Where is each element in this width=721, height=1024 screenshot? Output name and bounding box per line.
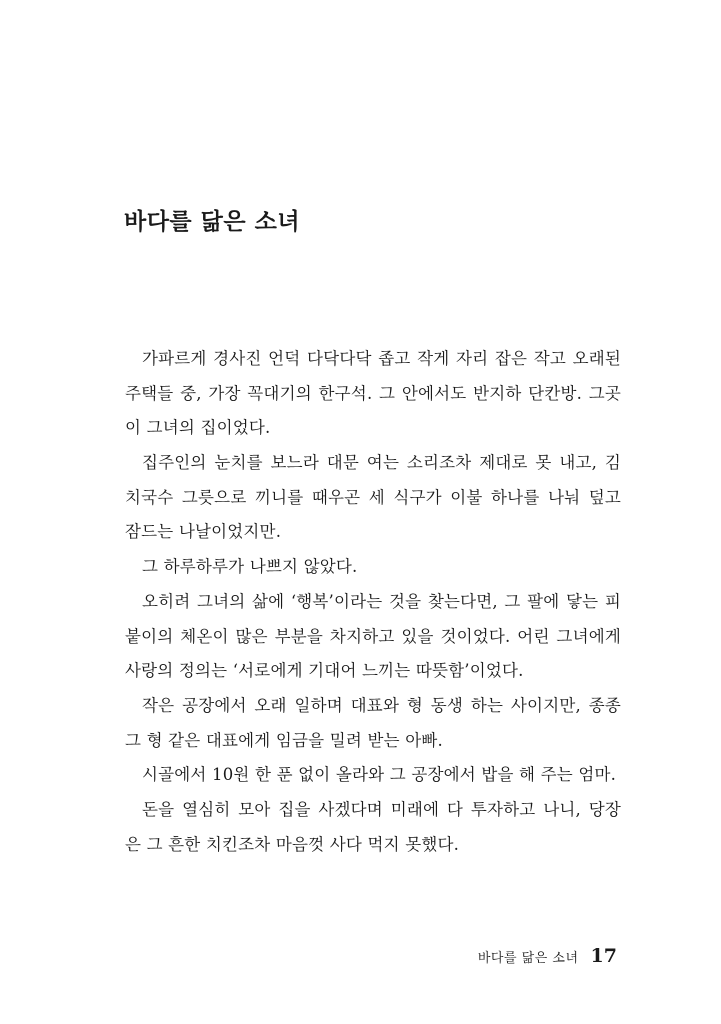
body-line: 붙이의 체온이 많은 부분을 차지하고 있을 것이었다. 어린 그녀에게 bbox=[125, 626, 621, 646]
body-line: 그 형 같은 대표에게 임금을 밀려 받는 아빠. bbox=[125, 730, 443, 750]
page-footer bbox=[478, 945, 617, 967]
body-line: 그 하루하루가 나쁘지 않았다. bbox=[142, 557, 358, 577]
body-line: 주택들 중, 가장 꼭대기의 한구석. 그 안에서도 반지하 단칸방. 그곳 bbox=[125, 383, 621, 403]
body-line: 시골에서 10원 한 푼 없이 올라와 그 공장에서 밥을 해 주는 엄마. bbox=[142, 765, 617, 785]
body-line: 오히려 그녀의 삶에 ‘행복’이라는 것을 찾는다면, 그 팔에 닿는 피 bbox=[142, 591, 621, 611]
body-line: 잠드는 나날이었지만. bbox=[125, 522, 282, 542]
body-line: 돈을 열심히 모아 집을 사겠다며 미래에 다 투자하고 나니, 당장 bbox=[142, 799, 621, 819]
body-line: 치국수 그릇으로 끼니를 때우곤 세 식구가 이불 하나를 나눠 덮고 bbox=[125, 487, 621, 507]
body-line: 은 그 흔한 치킨조차 마음껏 사다 먹지 못했다. bbox=[125, 834, 460, 854]
running-head: 바다를 닮은 소녀 bbox=[477, 951, 579, 966]
body-line: 작은 공장에서 오래 일하며 대표와 형 동생 하는 사이지만, 종종 bbox=[142, 695, 621, 715]
body-line: 이 그녀의 집이었다. bbox=[125, 418, 271, 438]
body-line: 집주인의 눈치를 보느라 대문 여는 소리조차 제대로 못 내고, 김 bbox=[142, 453, 621, 473]
page-number: 17 bbox=[590, 945, 617, 967]
body-text bbox=[125, 342, 621, 862]
chapter-title: 바다를 닮은 소녀 bbox=[124, 208, 301, 235]
body-line: 사랑의 정의는 ‘서로에게 기대어 느끼는 따뜻함’이었다. bbox=[125, 661, 524, 681]
body-line: 가파르게 경사진 언덕 다닥다닥 좁고 작게 자리 잡은 작고 오래된 bbox=[142, 349, 621, 368]
